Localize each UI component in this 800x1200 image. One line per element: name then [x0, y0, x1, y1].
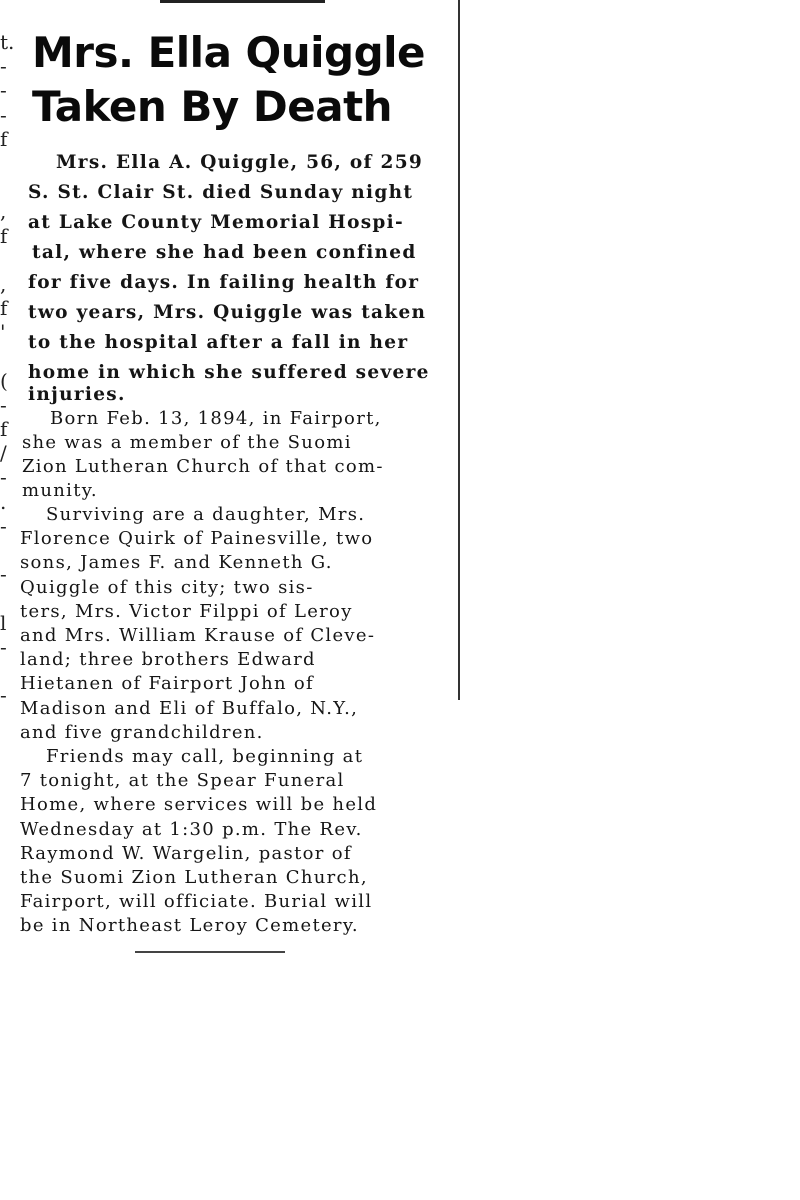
- text-line: Born Feb. 13, 1894, in Fairport,: [50, 408, 382, 429]
- fragment: /: [0, 441, 7, 466]
- text-line: be in Northeast Leroy Cemetery.: [20, 915, 359, 937]
- fragment: t.: [0, 30, 15, 54]
- text-line: Fairport, will officiate. Burial will: [20, 891, 373, 913]
- newspaper-clipping: [0, 0, 470, 980]
- headline-line-1: Mrs. Ella Quiggle: [32, 28, 426, 77]
- text-line: 7 tonight, at the Spear Funeral: [20, 770, 345, 792]
- fragment: ,: [0, 199, 7, 224]
- fragment: -: [0, 513, 7, 538]
- text-line: S. St. Clair St. died Sunday night: [28, 182, 414, 203]
- paragraph-4: [20, 745, 377, 939]
- fragment: f: [0, 223, 8, 248]
- adjacent-column-fragments: [0, 30, 16, 707]
- fragment: [0, 538, 16, 562]
- fragment: -: [0, 102, 7, 127]
- fragment: [0, 151, 16, 175]
- fragment: [0, 175, 16, 199]
- text-line: Friends may call, beginning at: [46, 746, 364, 767]
- text-line: munity.: [22, 480, 98, 501]
- text-line: Wednesday at 1:30 p.m. The Rev.: [20, 818, 363, 840]
- text-line: the Suomi Zion Lutheran Church,: [20, 867, 368, 889]
- fragment: ': [0, 320, 6, 345]
- fragment: (: [0, 368, 8, 393]
- closing-rule: [135, 951, 285, 953]
- fragment: ,: [0, 271, 7, 296]
- text-line: and five grandchildren.: [20, 721, 264, 743]
- text-line: land; three brothers Edward: [20, 649, 316, 671]
- text-line: Quiggle of this city; two sis-: [20, 576, 314, 598]
- text-line: to the hospital after a fall in her: [28, 332, 409, 353]
- text-line: Zion Lutheran Church of that com-: [22, 456, 384, 477]
- paragraph-2: [22, 407, 384, 503]
- fragment: f: [0, 296, 8, 321]
- fragment: [0, 586, 16, 610]
- fragment: -: [0, 465, 7, 490]
- paragraph-3: [20, 503, 375, 745]
- text-line: Raymond W. Wargelin, pastor of: [20, 842, 352, 864]
- headline-line-2: Taken By Death: [32, 82, 393, 131]
- fragment: -: [0, 683, 7, 708]
- text-line: Hietanen of Fairport John of: [20, 673, 314, 695]
- fragment: -: [0, 392, 7, 417]
- fragment: f: [0, 417, 8, 441]
- text-line: Home, where services will be held: [20, 794, 378, 816]
- fragment: -: [0, 634, 7, 659]
- headline: [32, 26, 425, 134]
- top-rule: [160, 0, 325, 3]
- text-line: for five days. In failing health for: [28, 272, 420, 293]
- fragment: l: [0, 610, 7, 635]
- fragment: -: [0, 562, 7, 587]
- text-line: Madison and Eli of Buffalo, N.Y.,: [20, 697, 359, 719]
- text-line: home in which she suffered severe: [28, 362, 430, 383]
- text-line: two years, Mrs. Quiggle was taken: [28, 302, 427, 323]
- fragment: -: [0, 54, 7, 79]
- fragment: [0, 659, 16, 683]
- text-line: tal, where she had been confined: [32, 242, 417, 263]
- fragment: -: [0, 78, 7, 103]
- fragment: .: [0, 489, 7, 514]
- text-line: Mrs. Ella A. Quiggle, 56, of 259: [56, 152, 424, 173]
- fragment: [0, 248, 16, 272]
- text-line: ters, Mrs. Victor Filppi of Leroy: [20, 600, 353, 622]
- text-line: Florence Quirk of Painesville, two: [20, 528, 374, 550]
- fragment: f: [0, 126, 8, 151]
- text-line: at Lake County Memorial Hospi-: [28, 212, 404, 233]
- text-line: sons, James F. and Kenneth G.: [20, 552, 333, 574]
- fragment: [0, 344, 16, 368]
- text-line: injuries.: [28, 384, 126, 405]
- paragraph-1: [28, 148, 430, 410]
- text-line: and Mrs. William Krause of Cleve-: [20, 625, 376, 647]
- column-rule: [458, 0, 460, 700]
- text-line: Surviving are a daughter, Mrs.: [46, 504, 366, 525]
- text-line: she was a member of the Suomi: [22, 432, 352, 453]
